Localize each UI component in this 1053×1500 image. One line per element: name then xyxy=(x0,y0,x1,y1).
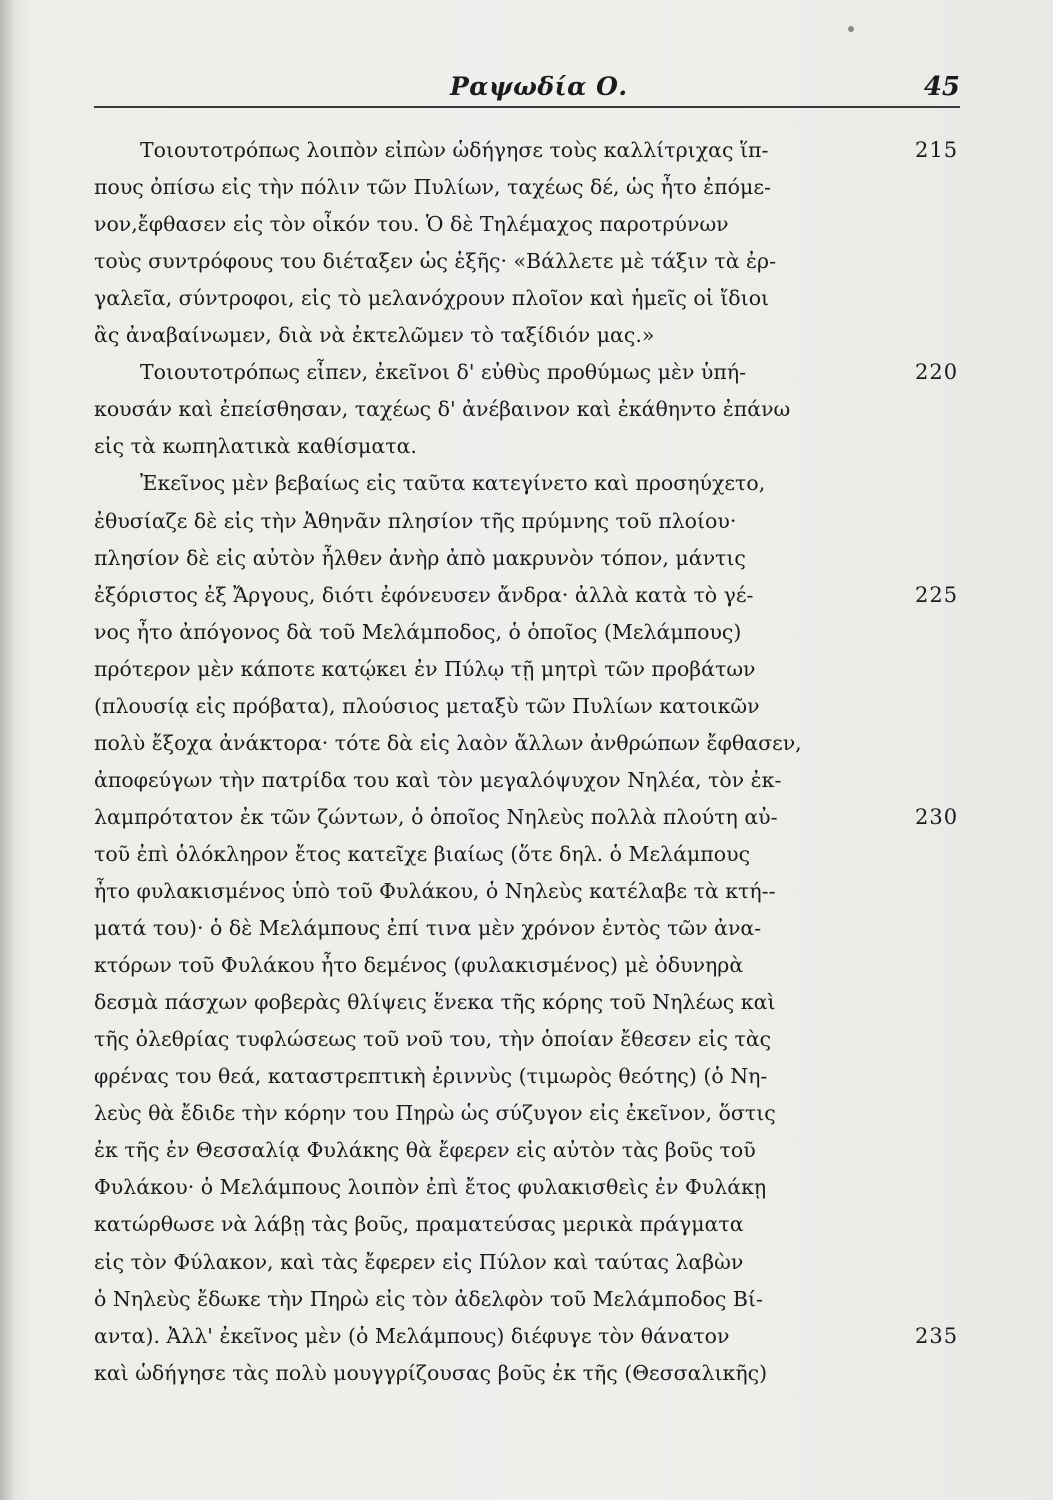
text-line: ἐθυσίαζε δὲ εἰς τὴν Ἀθηνᾶν πλησίον τῆς πρύμνης τοῦ πλοίου· xyxy=(94,508,737,533)
text-line: εἰς τὸν Φύλακον, καὶ τὰς ἔφερεν εἰς Πύλον καὶ ταύτας λαβὼν xyxy=(94,1249,744,1274)
text-line: κουσάν καὶ ἐπείσθησαν, ταχέως δ' ἀνέβαινον καὶ ἐκάθηντο ἐπάνω xyxy=(94,397,791,422)
text-line: πρότερον μὲν κάποτε κατῴκει ἐν Πύλῳ τῇ μητρὶ τῶν προβάτων xyxy=(94,656,756,681)
text-line: φρένας του θεά, καταστρεπτικὴ ἐριννὺς (τιμωρὸς θεότης) (ὁ Νη- xyxy=(94,1064,768,1089)
text-line: τῆς ὀλεθρίας τυφλώσεως τοῦ νοῦ του, τὴν ὁποίαν ἔθεσεν εἰς τὰς xyxy=(94,1027,772,1052)
text-line: Τοιουτοτρόπως εἶπεν, ἐκεῖνοι δ' εὐθὺς προθύμως μὲν ὑπή- xyxy=(140,360,747,385)
header-rule xyxy=(94,106,960,108)
verse-number: 230 xyxy=(915,804,959,829)
text-line: ἐκ τῆς ἐν Θεσσαλίᾳ Φυλάκης θὰ ἔφερεν εἰς αὐτὸν τὰς βοῦς τοῦ xyxy=(94,1138,756,1163)
text-line: ὁ Νηλεὺς ἔδωκε τὴν Πηρὼ εἰς τὸν ἀδελφὸν τοῦ Μελάμποδος Βί- xyxy=(94,1286,763,1311)
verse-number: 220 xyxy=(915,360,959,385)
verse-number: 215 xyxy=(915,138,959,162)
text-line: κατώρθωσε νὰ λάβῃ τὰς βοῦς, πραματεύσας μερικὰ πράγματα xyxy=(94,1212,744,1237)
text-line: λεὺς θὰ ἔδιδε τὴν κόρην του Πηρὼ ὡς σύζυγον εἰς ἐκεῖνον, ὅστις xyxy=(94,1101,776,1126)
page-number: 45 xyxy=(923,72,960,102)
text-line: πους ὀπίσω εἰς τὴν πόλιν τῶν Πυλίων, ταχέως δέ, ὡς ἦτο ἐπόμε- xyxy=(94,175,771,200)
text-line: Φυλάκου· ὁ Μελάμπους λοιπὸν ἐπὶ ἔτος φυλακισθεὶς ἐν Φυλάκῃ xyxy=(94,1175,767,1200)
text-line: κτόρων τοῦ Φυλάκου ἦτο δεμένος (φυλακισμένος) μὲ ὀδυνηρὰ xyxy=(94,953,744,978)
text-line: τοῦ ἐπὶ ὁλόκληρον ἔτος κατεῖχε βιαίως (ὅτε δηλ. ὁ Μελάμπους xyxy=(94,841,751,866)
text-line: Ἐκεῖνος μὲν βεβαίως εἰς ταῦτα κατεγίνετο καὶ προσηύχετο, xyxy=(140,471,766,496)
binding-shadow xyxy=(0,0,14,1500)
text-line: λαμπρότατον ἐκ τῶν ζώντων, ὁ ὁποῖος Νηλεὺς πολλὰ πλούτη αὐ- xyxy=(94,804,778,829)
text-line: νον,ἔφθασεν εἰς τὸν οἶκόν του. Ὁ δὲ Τηλέμαχος παροτρύνων xyxy=(94,212,729,237)
text-line: πλησίον δὲ εἰς αὐτὸν ἦλθεν ἀνὴρ ἀπὸ μακρυνὸν τόπον, μάντις xyxy=(94,545,746,570)
verse-number: 235 xyxy=(915,1323,959,1348)
text-line: καὶ ὡδήγησε τὰς πολὺ μουγγρίζουσας βοῦς ἐκ τῆς (Θεσσαλικῆς) xyxy=(94,1360,768,1385)
text-line: δεσμὰ πάσχων φοβερὰς θλίψεις ἕνεκα τῆς κόρης τοῦ Νηλέως καὶ xyxy=(94,990,776,1015)
text-line: αντα). Ἀλλ' ἐκεῖνος μὲν (ὁ Μελάμπους) διέφυγε τὸν θάνατον xyxy=(94,1323,730,1348)
running-title: Ραψωδία Ο. xyxy=(450,72,628,101)
text-line: τοὺς συντρόφους του διέταξεν ὡς ἑξῆς· «Βάλλετε μὲ τάξιν τὰ ἐρ- xyxy=(94,249,777,274)
ink-speck xyxy=(848,26,854,32)
text-line: ματά του)· ὁ δὲ Μελάμπους ἐπί τινα μὲν χρόνον ἐντὸς τῶν ἀνα- xyxy=(94,916,762,941)
text-line: Τοιουτοτρόπως λοιπὸν εἰπὼν ὡδήγησε τοὺς καλλίτριχας ἵπ- xyxy=(140,138,769,162)
text-line: εἰς τὰ κωπηλατικὰ καθίσματα. xyxy=(94,434,417,459)
page-header xyxy=(94,72,960,108)
text-line: ἦτο φυλακισμένος ὑπὸ τοῦ Φυλάκου, ὁ Νηλεὺς κατέλαβε τὰ κτή-- xyxy=(94,879,776,903)
text-line: ἂς ἀναβαίνωμεν, διὰ νὰ ἐκτελῶμεν τὸ ταξίδιόν μας.» xyxy=(94,323,655,348)
text-line: νος ἦτο ἀπόγονος δὰ τοῦ Μελάμποδος, ὁ ὁποῖος (Μελάμπους) xyxy=(94,619,742,644)
text-line: (πλουσίᾳ εἰς πρόβατα), πλούσιος μεταξὺ τῶν Πυλίων κατοικῶν xyxy=(94,693,760,718)
text-line: γαλεῖα, σύντροφοι, εἰς τὸ μελανόχρουν πλοῖον καὶ ἡμεῖς οἱ ἴδιοι xyxy=(94,286,770,311)
text-line: ἐξόριστος ἐξ Ἄργους, διότι ἐφόνευσεν ἄνδρα· ἀλλὰ κατὰ τὸ γέ- xyxy=(94,582,754,607)
verse-number: 225 xyxy=(915,582,959,607)
text-line: ἀποφεύγων τὴν πατρίδα του καὶ τὸν μεγαλόψυχον Νηλέα, τὸν ἐκ- xyxy=(94,767,782,792)
text-line: πολὺ ἔξοχα ἀνάκτορα· τότε δὰ εἰς λαὸν ἄλλων ἀνθρώπων ἔφθασεν, xyxy=(94,730,802,755)
